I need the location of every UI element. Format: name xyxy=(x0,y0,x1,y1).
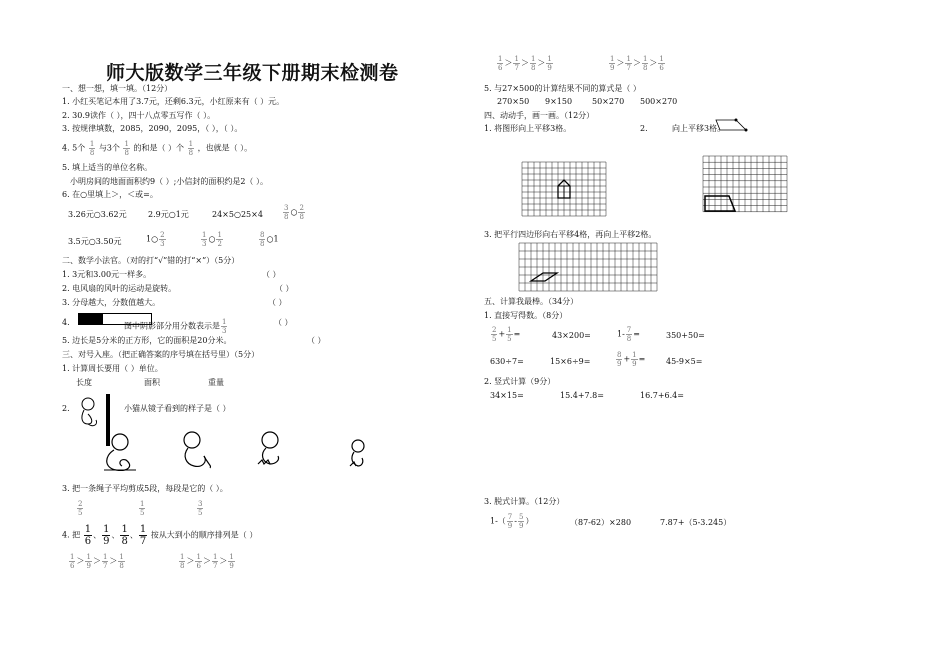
s3-q3: 3. 把一条绳子平均剪成5段，每段是它的（ ）。 xyxy=(62,484,228,493)
s2-q5-answer: （ ） xyxy=(307,336,326,345)
fraction: $\frac{1}{8}$ xyxy=(89,140,95,157)
calc-1: $\frac{2}{5}$ + $\frac{1}{5}$ = xyxy=(492,326,521,343)
s3-q5: 5. 与27×500的计算结果不同的算式是（ ） xyxy=(484,84,641,93)
s4-q3: 3. 把平行四边形向右平移4格，再向上平移2格。 xyxy=(484,230,657,239)
s1-q5b: 小明房间的地面面积约9（ ）;小信封的面积约是2（ ）。 xyxy=(70,177,268,186)
compare-8: $\frac{8}{8}$ ○1 xyxy=(260,231,279,248)
s3-q4-option-c: $\frac{1}{6}$ ＞ $\frac{1}{7}$ ＞ $\frac{1}{8}$ ＞ $\frac{1}{9}$ xyxy=(498,55,552,72)
section-4-heading: 四、动动手，画一画。（12分） xyxy=(484,111,595,120)
translation-grid-3 xyxy=(519,243,657,291)
s3-q2: 小猫从镜子看到的样子是（ ） xyxy=(124,404,231,413)
s3-q3-option-c: $\frac{3}{5}$ xyxy=(198,500,203,517)
s2-q3: 3. 分母越大，分数值越大。 xyxy=(62,298,161,307)
option-weight: 重量 xyxy=(208,378,224,387)
vertical-calc-1: 34×15= xyxy=(490,391,524,400)
s3-q5-option-b: 9×150 xyxy=(545,97,573,106)
calc-4: 350+50= xyxy=(666,331,705,340)
calc-3: 1- $\frac{7}{8}$ = xyxy=(617,326,640,343)
compare-1: 3.26元○3.62元 xyxy=(68,210,127,219)
s3-q4-option-d: $\frac{1}{9}$ ＞ $\frac{1}{7}$ ＞ $\frac{1}{8}$ ＞ $\frac{1}{6}$ xyxy=(610,55,664,72)
expr-calc-2: （87-62）×280 xyxy=(570,518,632,527)
section-3-heading: 三、对号入座。（把正确答案的序号填在括号里）（5分） xyxy=(62,350,260,359)
s1-q6: 6. 在○里填上＞，＜或=。 xyxy=(62,190,158,199)
s5-sub2: 2. 竖式计算（9分） xyxy=(484,377,556,386)
cat-option-b-icon xyxy=(178,428,218,472)
s1-q4: 4. 5个 $\frac{1}{8}$ 与3个 $\frac{1}{8}$ 的和是（ ）个 $\frac{1}{8}$ ，也就是（ ）。 xyxy=(62,140,253,157)
translation-grid-1 xyxy=(522,162,606,216)
s3-q5-option-c: 50×270 xyxy=(592,97,625,106)
compare-4: $\frac{3}{8}$ ○ $\frac{2}{8}$ xyxy=(284,204,304,221)
section-1-heading: 一、想一想，填一填。（12分） xyxy=(62,84,173,93)
s3-q2-num: 2. xyxy=(62,404,70,413)
compare-7: $\frac{1}{3}$ ○ $\frac{1}{2}$ xyxy=(202,231,222,248)
fraction: $\frac{1}{8}$ xyxy=(124,140,129,157)
cat-option-c-icon xyxy=(254,428,294,472)
s4-q1: 1. 将图形向上平移3格。 xyxy=(484,124,572,133)
shaded-part xyxy=(79,314,103,324)
vertical-calc-2: 15.4+7.8= xyxy=(560,391,604,400)
s3-q4-option-b: $\frac{1}{8}$ ＞ $\frac{1}{6}$ ＞ $\frac{1}{7}$ ＞ $\frac{1}{9}$ xyxy=(180,553,234,570)
expr-calc-1: 1-（ $\frac{7}{9}$ - $\frac{5}{9}$ ） xyxy=(490,513,534,530)
s3-q3-option-a: $\frac{2}{5}$ xyxy=(78,500,83,517)
s5-sub1: 1. 直接写得数。（8分） xyxy=(484,311,568,320)
compare-6: 1○ $\frac{2}{3}$ xyxy=(146,231,165,248)
page-title: 师大版数学三年级下册期末检测卷 xyxy=(106,62,399,84)
small-quadrilateral-figure xyxy=(714,118,748,134)
s4-q2-num: 2. xyxy=(640,124,648,133)
s3-q3-option-b: $\frac{1}{5}$ xyxy=(140,500,145,517)
s5-sub3: 3. 脱式计算。（12分） xyxy=(484,497,565,506)
calc-6: 15×6÷9= xyxy=(550,357,591,366)
calc-7: $\frac{8}{9}$ + $\frac{1}{9}$ = xyxy=(617,351,646,368)
translation-grid-2 xyxy=(703,156,787,212)
calc-5: 630÷7= xyxy=(490,357,524,366)
s3-q4: 4. 把 $\frac{1}{6}$ 、 $\frac{1}{9}$ 、 $\frac{1}{8}$ 、 $\frac{1}{7}$ 按从大到小的顺序排列是（ ） xyxy=(62,524,258,547)
s3-q5-option-a: 270×50 xyxy=(497,97,530,106)
s1-q3: 3. 按规律填数，2085，2090，2095，（ ），（ ）。 xyxy=(62,124,243,133)
s2-q4-answer: （ ） xyxy=(274,318,293,327)
s4-q2: 向上平移3格。 xyxy=(672,124,726,133)
section-2-heading: 二、数学小法官。（对的打“√”错的打“×”）（5分） xyxy=(62,256,240,265)
s2-q1: 1. 3元和3.00元一样多。 xyxy=(62,270,152,279)
fraction: $\frac{1}{8}$ xyxy=(188,140,194,157)
compare-3: 24×5○25×4 xyxy=(212,210,263,219)
s2-q2: 2. 电风扇的风叶的运动是旋转。 xyxy=(62,284,177,293)
s2-q2-answer: （ ） xyxy=(275,284,294,293)
compare-2: 2.9元○1元 xyxy=(148,210,189,219)
s2-q4: 图中阴影部分用分数表示是 $\frac{1}{3}$ xyxy=(124,318,227,335)
calc-8: 45-9×5= xyxy=(666,357,703,366)
s3-q4-option-a: $\frac{1}{6}$ ＞ $\frac{1}{9}$ ＞ $\frac{1}{7}$ ＞ $\frac{1}{8}$ xyxy=(70,553,124,570)
compare-5: 3.5元○3.50元 xyxy=(68,237,122,246)
s2-q4-num: 4. xyxy=(62,318,70,327)
s3-q5-option-d: 500×270 xyxy=(640,97,678,106)
calc-2: 43×200= xyxy=(552,331,591,340)
cat-option-a-icon xyxy=(100,430,140,474)
vertical-calc-3: 16.7+6.4= xyxy=(640,391,684,400)
option-area: 面积 xyxy=(144,378,160,387)
s1-q5: 5. 填上适当的单位名称。 xyxy=(62,163,153,172)
s2-q5: 5. 边长是5分米的正方形，它的面积是20分米。 xyxy=(62,336,232,345)
s2-q1-answer: （ ） xyxy=(262,270,281,279)
option-length: 长度 xyxy=(76,378,92,387)
s2-q3-answer: （ ） xyxy=(268,298,287,307)
s3-q1: 1. 计算周长要用（ ）单位。 xyxy=(62,364,163,373)
s1-q2: 2. 30.9读作（ ），四十八点零五写作（ ）。 xyxy=(62,111,216,120)
cat-option-d-icon xyxy=(344,436,374,476)
section-5-heading: 五、计算我最棒。（34分） xyxy=(484,297,579,306)
expr-calc-3: 7.87+（5-3.245） xyxy=(660,518,732,527)
s1-q1: 1. 小红买笔记本用了3.7元，还剩6.3元，小红原来有（ ）元。 xyxy=(62,97,285,106)
grid-lines xyxy=(519,243,657,291)
grid-lines xyxy=(703,156,787,212)
